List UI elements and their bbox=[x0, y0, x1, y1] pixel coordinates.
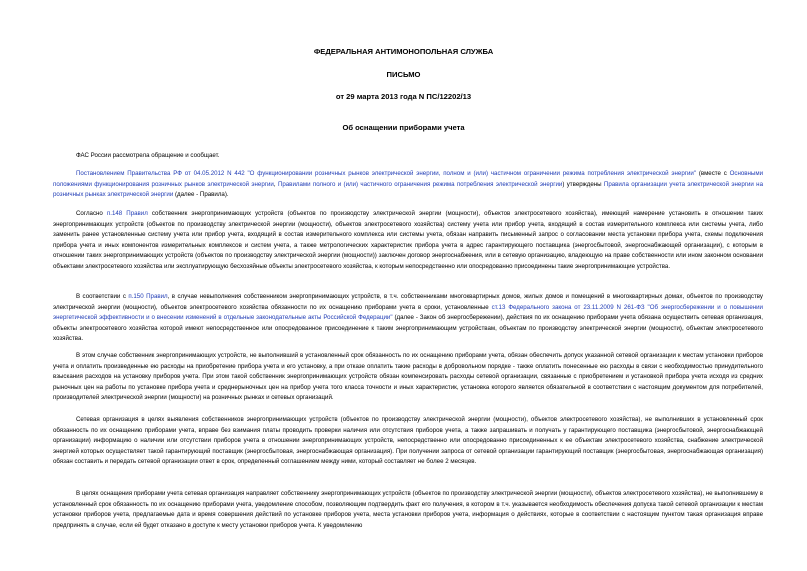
link-item-148[interactable]: п.148 bbox=[106, 210, 123, 217]
paragraph-network-inspections: Сетевая организация в целях выявления собственников энергопринимающих устройств (объектов по производству электрической энергии (мощности), объектов электросетевого хозяйства), не выполнивших в установленный срок обязанность по их оснащению приборами учета, вправе без взимания платы проводить проверки наличия или отсутствия приборов учета, а также запрашивать и получать у гарантирующего поставщика (энергосбытовой, энергоснабжающей организации) информацию о наличии или отсутствии приборов учета в отношении энергопринимающих устройств, непосредственно или опосредованно присоединенных к ее объектам электросетевого хозяйства, снабжение электрической энергией которых осуществляет такой гарантирующий поставщик (энергосбытовая, энергоснабжающая организация). При получении запроса от сетевой организации гарантирующий поставщик (энергосбытовая, энергоснабжающая организация) обязан составить и передать сетевой организации ответ в срок, определенный соглашением между ними, который составляет не более 2 месяцев. bbox=[53, 416, 763, 465]
paragraph-item-150 bbox=[53, 292, 763, 345]
link-federal-law-261[interactable]: ст.13 Федерального закона от 23.11.2009 N 261-ФЗ "Об энергосбережении и о повышении энергетической эффективности и о внесении изменений в отдельные законодательные акты Российской Федерации" bbox=[53, 303, 763, 321]
paragraph-text: собственник энергопринимающих устройств (объектов по производству электрической энергии (мощности), объектов электросетевого хозяйства), имеющий намерение установить в отношении таких энергопринимающих устройств (объектов по производству электрической энергии (мощности), объектов электросетевого хозяйства) систему учета или прибор учета, входящий в состав измерительного комплекса или системы учета, либо заменить ранее установленные систему учета или прибор учета, входящий в состав измерительного комплекса или системы учета, обязан направить письменный запрос о согласовании места установки прибора учета, схемы подключения прибора учета и иных компонентов измерительных комплексов и систем учета, а также метрологических характеристик прибора учета в адрес гарантирующего поставщика (энергосбытовой, энергоснабжающей организации), с которым в отношении таких энергопринимающих устройств (объектов по производству электрической энергии (мощности)) заключен договор энергоснабжения, или в сетевую организацию, владеющую на праве собственности или ином законном основании объектами электросетевого хозяйства или эксплуатирующую бесхозяйные объекты электросетевого хозяйства, к которым непосредственно или опосредованно присоединены такие энергопринимающие устройства. bbox=[53, 210, 763, 270]
document-type: ПИСЬМО bbox=[386, 70, 421, 79]
paragraph-text: , в случае невыполнения собственником энергопринимающих устройств, в т.ч. собственниками многоквартирных домов, жилых домов и помещений в многоквартирных домах, объектов по производству электрической энергии (мощности), объектов электросетевого хозяйства обязанности по их оснащению приборами учета в сроки, установленные bbox=[53, 293, 763, 311]
link-decree-442[interactable]: Постановлением Правительства РФ от 04.05.2012 N 442 "О функционировании розничных рынков электрической энергии, полном и (или) частичном ограничении режима потребления электрической энергии" bbox=[76, 170, 697, 177]
paragraph-text: (далее - Правила). bbox=[173, 191, 229, 198]
paragraph-text: (далее - Закон об энергосбережении), действия по их оснащению приборами учета обязана осуществить сетевая организация, объекты электросетевого хозяйства которой имеют непосредственное или опосредованное присоединение к таким энергопринимающим устройствам, объектам по производству электрической энергии (мощности), объектам электросетевого хозяйства. bbox=[53, 314, 764, 342]
paragraph-notification: В целях оснащения приборами учета сетевая организация направляет собственнику энергопринимающих устройств (объектов по производству электрической энергии (мощности), объектов электросетевого хозяйства), не выполнившему в установленный срок обязанность по их оснащению приборами учета, уведомление способом, позволяющим подтвердить факт его получения, в котором в т.ч. указывается необходимость обеспечения допуска такой сетевой организации к местам установки приборов учета, предлагаемые дата и время совершения действий по установке приборов учета, места установки приборов учета, информация о действиях, которые в соответствии с настоящим пунктом такая организация вправе предпринять в случае, если ей будет отказано в доступе к месту установки приборов учета. К уведомлению bbox=[53, 490, 763, 529]
document-title: Об оснащении приборами учета bbox=[342, 123, 465, 132]
document-date-number: от 29 марта 2013 года N ПС/12202/13 bbox=[335, 92, 472, 101]
paragraph-item-148 bbox=[53, 209, 763, 272]
paragraph-text: ) утверждены bbox=[562, 180, 604, 188]
paragraph-text: (вместе с bbox=[696, 170, 730, 177]
link-basic-provisions[interactable]: Основными положениями функционирования розничных рынков электрической энергии bbox=[53, 170, 763, 188]
link-rules[interactable]: Правил bbox=[126, 210, 148, 217]
paragraph-text: Согласно bbox=[76, 210, 107, 217]
paragraph-decree bbox=[53, 169, 763, 201]
paragraph-intro: ФАС России рассмотрела обращение и сообщает. bbox=[76, 152, 220, 159]
issuer-name: ФЕДЕРАЛЬНАЯ АНТИМОНОПОЛЬНАЯ СЛУЖБА bbox=[313, 47, 494, 56]
link-rules[interactable]: Правил bbox=[146, 293, 168, 300]
link-metering-rules[interactable]: Правила организации учета электрической энергии на розничных рынках электрической энергии bbox=[53, 180, 763, 198]
paragraph-text: В соответствии с bbox=[76, 293, 129, 300]
paragraph-text: , bbox=[273, 180, 278, 188]
link-item-150[interactable]: п.150 bbox=[128, 293, 144, 300]
link-restriction-rules[interactable]: Правилами полного и (или) частичного ограничения режима потребления электрической энергии bbox=[277, 180, 563, 188]
paragraph-owner-obligations: В этом случае собственник энергопринимающих устройств, не выполнивший в установленный срок обязанность по их оснащению приборами учета, обязан обеспечить допуск указанной сетевой организации к местам установки приборов учета и оплатить произведенные ею расходы на приобретение прибора учета и его установку, а при отказе оплатить такие расходы в добровольном порядке - также оплатить понесенные ею расходы в связи с необходимостью принудительного взыскания расходов на установку приборов учета. При этом такой собственник энергопринимающих устройств обязан компенсировать расходы сетевой организации, связанные с приобретением и установкой прибора учета исходя из средних рыночных цен на работы по установке прибора учета и среднерыночных цен на прибор учета того класса точности и иных характеристик, установка которого является обязательной в соответствии с настоящим документом для потребителей, производителей электрической энергии (мощности) на розничных рынках и сетевых организаций. bbox=[53, 352, 763, 401]
